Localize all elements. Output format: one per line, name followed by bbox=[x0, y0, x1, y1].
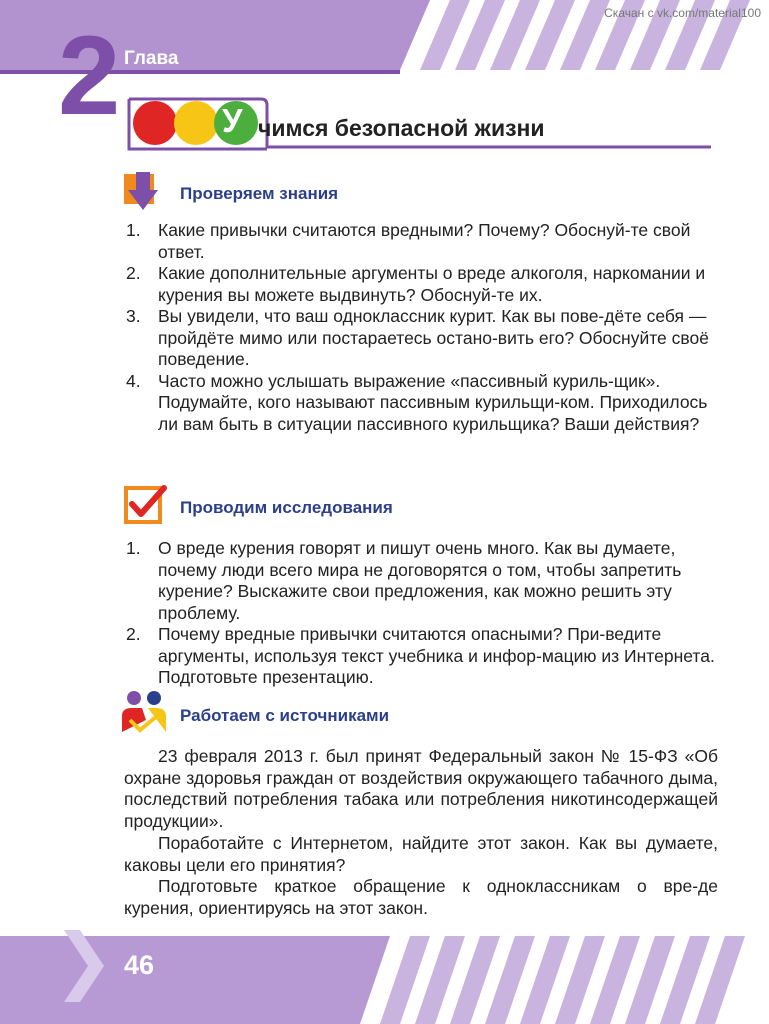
watermark: Скачан с vk.com/material100 bbox=[604, 6, 761, 20]
task-paragraph-1: Поработайте с Интернетом, найдите этот закон. Как вы думаете, каковы цели его принятия? bbox=[124, 833, 718, 875]
traffic-light-red-icon bbox=[133, 101, 177, 145]
traffic-light-yellow-icon bbox=[174, 101, 218, 145]
law-paragraph: 23 февраля 2013 г. был принят Федеральный закон № 15-ФЗ «Об охране здоровья граждан от воздействия окружающего табачного дыма, последствий потребления табака или потребления никотинсодержащей продукции». bbox=[124, 746, 718, 831]
section-heading-check: Проверяем знания bbox=[180, 184, 339, 203]
footer-stripes bbox=[0, 930, 769, 1024]
task-paragraph-2: Подготовьте краткое обращение к одноклассникам о вре-де курения, ориентируясь на этот закон. bbox=[124, 876, 718, 918]
chapter-number: 2 bbox=[58, 13, 119, 138]
two-people-icon bbox=[122, 690, 170, 734]
research-tasks-list bbox=[124, 538, 724, 689]
checkmark-icon bbox=[124, 484, 168, 526]
page-number: 46 bbox=[124, 950, 155, 980]
check-questions-list bbox=[124, 220, 724, 435]
list-item: 2. Почему вредные привычки считаются опасными? При-ведите аргументы, используя текст учебника и инфор-мацию из Интернета. Подготовьте презентацию. bbox=[126, 624, 715, 687]
list-item: 3. Вы увидели, что ваш одноклассник курит. Как вы пове-дёте себя — пройдёте мимо или постараетесь остано-вить его? Обоснуйте своё поведение. bbox=[126, 306, 709, 369]
list-item: 1. Какие привычки считаются вредными? Почему? Обоснуй-те свой ответ. bbox=[126, 220, 691, 262]
chapter-label: Глава bbox=[124, 48, 179, 69]
list-item: 2. Какие дополнительные аргументы о вреде алкоголя, наркомании и курения вы можете выдвинуть? Обоснуй-те их. bbox=[126, 263, 706, 305]
list-item: 1. О вреде курения говорят и пишут очень много. Как вы думаете, почему люди всего мира не договорятся о том, чтобы запретить курение? Выскажите свои предложения, как можно решить эту проблему. bbox=[126, 538, 682, 623]
page-title: чимся безопасной жизни bbox=[258, 115, 545, 141]
footer-band bbox=[0, 930, 769, 1024]
title-first-letter: У bbox=[222, 102, 243, 139]
list-item: 4. Часто можно услышать выражение «пассивный куриль-щик». Подумайте, кого называют пассивным курильщи-ком. Приходилось ли вам быть в ситуации пассивного курильщика? Ваши действия? bbox=[126, 370, 708, 434]
section-heading-sources: Работаем с источниками bbox=[180, 706, 390, 725]
down-arrow-icon bbox=[124, 172, 168, 212]
section-heading-research: Проводим исследования bbox=[180, 498, 393, 517]
